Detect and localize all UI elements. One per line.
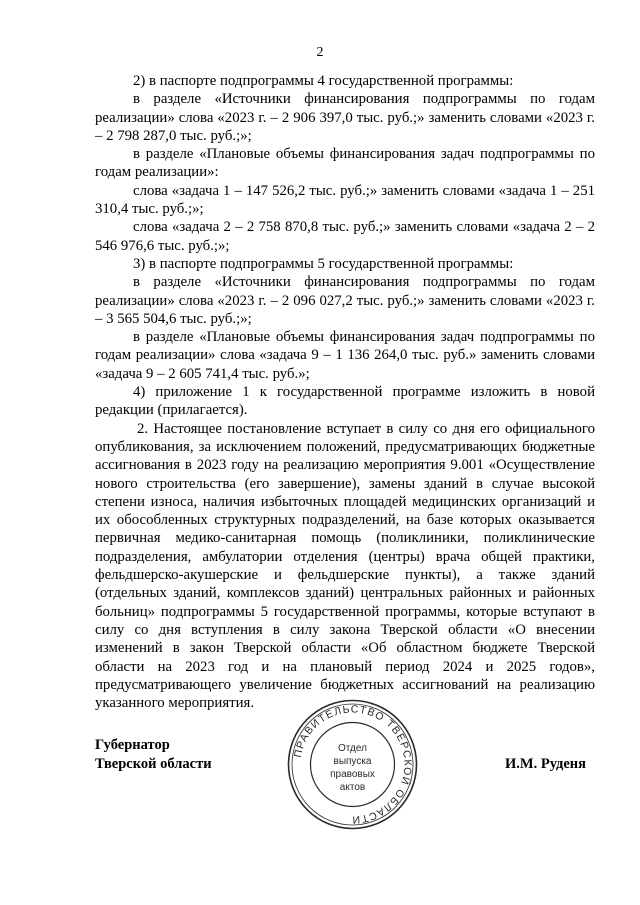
paragraph-effective-date: 2. Настоящее постановление вступает в силу со дня его официального опубликования, за исключением положений, предусматривающих бюджетные ассигнования в 2023 году на реализацию мероприятия 9.001 «Осуществление нового строительства (его завершение), замены зданий в случае высокой степени износа, наличия избыточных площадей медицинских организаций и их обособленных структурных подразделений, на базе которых оказывается первичная медико-санитарная помощь (поликлиники, поликлинические подразделения, амбулатории отделения (центры) врача общей практики, фельдшерско-акушерские и фельдшерские пункты), а также зданий (отдельных зданий, комплексов зданий) центральных районных и районных больниц» подпрограммы 5 государственной программы, которые вступают в силу со дня вступления в силу закона Тверской области «О внесении изменений в закон Тверской области «Об областном бюджете Тверской области на 2023 год и на плановый период 2024 и 2025 годов», предусматривающего увеличение бюджетных ассигнований на реализацию указанного мероприятия. bbox=[95, 420, 595, 712]
official-stamp bbox=[285, 697, 420, 832]
paragraph-item-2: 2) в паспорте подпрограммы 4 государственной программы: bbox=[133, 73, 514, 89]
paragraph-planned-5: в разделе «Плановые объемы финансирования задач подпрограммы по годам реализации» слова «задача 9 – 1 136 264,0 тыс. руб.» заменить словами «задача 9 – 2 605 741,4 тыс. руб.»; bbox=[95, 329, 595, 382]
paragraph-sources-5: в разделе «Источники финансирования подпрограммы по годам реализации» слова «2023 г. – 2 096 027,2 тыс. руб.;» заменить словами «2023 г. – 3 565 504,6 тыс. руб.;»; bbox=[95, 274, 595, 327]
document-body bbox=[95, 72, 595, 712]
paragraph-sources-4: в разделе «Источники финансирования подпрограммы по годам реализации» слова «2023 г. – 2 906 397,0 тыс. руб.;» заменить словами «2023 г. – 2 798 287,0 тыс. руб.;»; bbox=[95, 91, 595, 144]
stamp-line4: актов bbox=[339, 782, 366, 793]
stamp-line3: правовых bbox=[330, 769, 375, 780]
signature-title-line1: Губернатор bbox=[95, 737, 170, 753]
paragraph-task-1: слова «задача 1 – 147 526,2 тыс. руб.;» заменить словами «задача 1 – 251 310,4 тыс. руб.;»; bbox=[95, 182, 595, 218]
stamp-seal-graphic bbox=[285, 697, 420, 832]
signature-title bbox=[95, 736, 212, 774]
stamp-line2: выпуска bbox=[333, 756, 372, 767]
signature-name: И.М. Руденя bbox=[505, 756, 587, 772]
signature-title-line2: Тверской области bbox=[95, 756, 212, 772]
page-number: 2 bbox=[316, 45, 324, 60]
stamp-ring-text: ПРАВИТЕЛЬСТВО ТВЕРСКОЙ ОБЛАСТИ bbox=[291, 703, 414, 826]
paragraph-item-3: 3) в паспорте подпрограммы 5 государственной программы: bbox=[133, 255, 514, 272]
stamp-line1: Отдел bbox=[338, 743, 367, 754]
paragraph-item-4: 4) приложение 1 к государственной программе изложить в новой редакции (прилагается). bbox=[95, 384, 595, 419]
paragraph-task-2: слова «задача 2 – 2 758 870,8 тыс. руб.;» заменить словами «задача 2 – 2 546 976,6 тыс. руб.;»; bbox=[95, 219, 595, 254]
paragraph-planned-4: в разделе «Плановые объемы финансирования задач подпрограммы по годам реализации»: bbox=[95, 146, 595, 181]
